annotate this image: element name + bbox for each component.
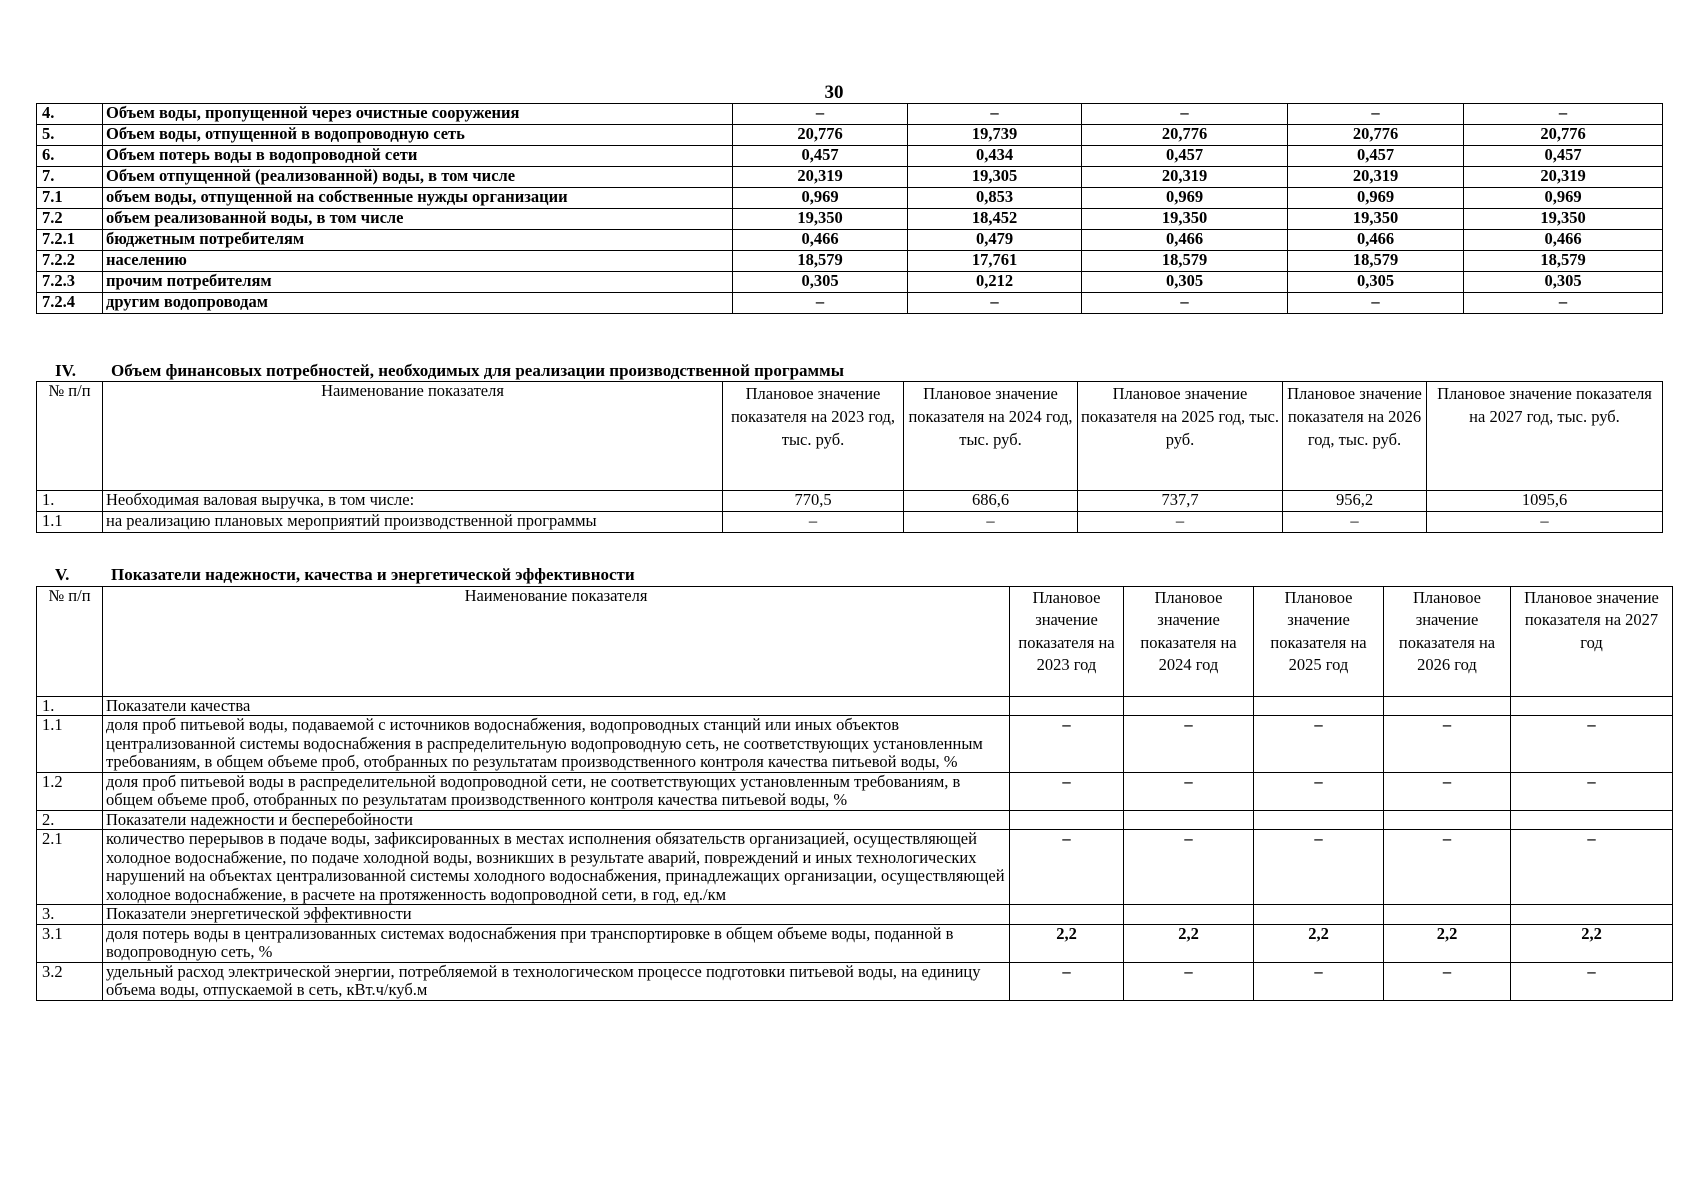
section-v-number: V. xyxy=(55,565,70,584)
table-row xyxy=(37,272,1663,293)
row-value-2024: – xyxy=(1124,830,1254,905)
row-indicator-name: количество перерывов в подаче воды, зафиксированных в местах исполнения обязательств организацией, осуществляющей холодное водоснабжение, по подаче холодной воды, возникших в результате аварий, повреждений и иных технологических нарушений на объектах централизованной системы холодного водоснабжения, принадлежащих организации, осуществляющей холодное водоснабжение, в расчете на протяженность водопроводной сети, в год, ед./км xyxy=(103,830,1010,905)
table-row xyxy=(37,251,1663,272)
column-header-num: № п/п xyxy=(37,587,103,697)
row-indicator-name: объем воды, отпущенной на собственные нужды организации xyxy=(103,188,733,209)
row-value-2025: – xyxy=(1254,772,1384,810)
row-value-2024: – xyxy=(908,104,1082,125)
row-value-2023 xyxy=(1010,810,1124,829)
row-indicator-name: Объем потерь воды в водопроводной сети xyxy=(103,146,733,167)
row-number: 1.1 xyxy=(37,512,103,533)
row-value-2023: – xyxy=(1010,716,1124,772)
column-header-2024: Плановое значение показателя на 2024 год xyxy=(1124,587,1254,697)
row-value-2027: 0,457 xyxy=(1464,146,1663,167)
column-header-2026: Плановое значение показателя на 2026 год xyxy=(1384,587,1511,697)
column-header-2025: Плановое значение показателя на 2025 год, тыс. руб. xyxy=(1078,382,1283,491)
row-value-2023 xyxy=(1010,697,1124,716)
row-value-2025: 0,457 xyxy=(1082,146,1288,167)
table-row xyxy=(37,167,1663,188)
column-header-name: Наименование показателя xyxy=(103,587,1010,697)
row-number: 7.2.4 xyxy=(37,293,103,314)
row-number: 7.1 xyxy=(37,188,103,209)
row-value-2027: 0,466 xyxy=(1464,230,1663,251)
row-number: 7.2.1 xyxy=(37,230,103,251)
column-header-2027: Плановое значение показателя на 2027 год, тыс. руб. xyxy=(1427,382,1663,491)
row-value-2026: – xyxy=(1384,962,1511,1000)
row-value-2027: – xyxy=(1464,293,1663,314)
row-indicator-name: доля проб питьевой воды, подаваемой с источников водоснабжения, водопроводных станций или иных объектов централизованной системы водоснабжения в распределительную водопроводную сеть, не соответствующих установленным требованиям, в общем объеме проб, отобранных по результатам производственного контроля качества питьевой воды, % xyxy=(103,716,1010,772)
row-number: 1.2 xyxy=(37,772,103,810)
row-value-2023: 2,2 xyxy=(1010,924,1124,962)
row-indicator-name: Объем отпущенной (реализованной) воды, в том числе xyxy=(103,167,733,188)
row-value-2024: 17,761 xyxy=(908,251,1082,272)
table-row xyxy=(37,491,1663,512)
row-value-2023 xyxy=(1010,905,1124,924)
row-value-2023: 20,776 xyxy=(733,125,908,146)
column-header-num: № п/п xyxy=(37,382,103,491)
row-indicator-name: доля проб питьевой воды в распределительной водопроводной сети, не соответствующих установленным требованиям, в общем объеме проб, отобранных по результатам производственного контроля качества питьевой воды, % xyxy=(103,772,1010,810)
row-value-2025 xyxy=(1254,697,1384,716)
row-number: 1. xyxy=(37,491,103,512)
row-value-2026: 0,457 xyxy=(1288,146,1464,167)
table-header-row xyxy=(37,587,1673,697)
row-number: 5. xyxy=(37,125,103,146)
table-row xyxy=(37,924,1673,962)
row-value-2027: 1095,6 xyxy=(1427,491,1663,512)
table-row xyxy=(37,905,1673,924)
row-value-2026: 20,776 xyxy=(1288,125,1464,146)
row-number: 7.2.2 xyxy=(37,251,103,272)
row-value-2023: 0,466 xyxy=(733,230,908,251)
row-value-2023: 18,579 xyxy=(733,251,908,272)
row-number: 3.1 xyxy=(37,924,103,962)
row-value-2025: – xyxy=(1254,830,1384,905)
row-value-2023: 770,5 xyxy=(723,491,904,512)
row-value-2025: 20,776 xyxy=(1082,125,1288,146)
row-number: 7.2.3 xyxy=(37,272,103,293)
row-value-2026: 18,579 xyxy=(1288,251,1464,272)
column-header-2024: Плановое значение показателя на 2024 год, тыс. руб. xyxy=(904,382,1078,491)
table-row xyxy=(37,188,1663,209)
row-number: 1. xyxy=(37,697,103,716)
table-row xyxy=(37,209,1663,230)
row-value-2024: 19,739 xyxy=(908,125,1082,146)
column-header-2025: Плановое значение показателя на 2025 год xyxy=(1254,587,1384,697)
table-row xyxy=(37,772,1673,810)
row-value-2026: 0,305 xyxy=(1288,272,1464,293)
row-value-2025: – xyxy=(1078,512,1283,533)
row-value-2026: 2,2 xyxy=(1384,924,1511,962)
row-value-2024: – xyxy=(1124,716,1254,772)
table-row xyxy=(37,810,1673,829)
row-value-2027: 2,2 xyxy=(1511,924,1673,962)
row-value-2024: 0,434 xyxy=(908,146,1082,167)
row-value-2024: 0,853 xyxy=(908,188,1082,209)
row-indicator-name: удельный расход электрической энергии, потребляемой в технологическом процессе подготовки питьевой воды, на единицу объема воды, отпускаемой в сеть, кВт.ч/куб.м xyxy=(103,962,1010,1000)
row-value-2023: – xyxy=(733,104,908,125)
row-value-2026: – xyxy=(1288,293,1464,314)
row-value-2024: 0,479 xyxy=(908,230,1082,251)
table-row xyxy=(37,512,1663,533)
row-value-2026: 20,319 xyxy=(1288,167,1464,188)
row-value-2023: 19,350 xyxy=(733,209,908,230)
table-row xyxy=(37,697,1673,716)
row-value-2027: 0,969 xyxy=(1464,188,1663,209)
section-iv-heading: Объем финансовых потребностей, необходимых для реализации производственной программы xyxy=(111,361,844,380)
row-value-2026 xyxy=(1384,697,1511,716)
row-value-2024: 0,212 xyxy=(908,272,1082,293)
row-value-2025: 0,305 xyxy=(1082,272,1288,293)
row-value-2023: 20,319 xyxy=(733,167,908,188)
row-indicator-name: бюджетным потребителям xyxy=(103,230,733,251)
row-number: 7.2 xyxy=(37,209,103,230)
section-iv-number: IV. xyxy=(55,361,76,380)
row-indicator-name: доля потерь воды в централизованных системах водоснабжения при транспортировке в общем объеме воды, поданной в водопроводную сеть, % xyxy=(103,924,1010,962)
row-value-2025: – xyxy=(1082,293,1288,314)
row-value-2026: 19,350 xyxy=(1288,209,1464,230)
row-number: 7. xyxy=(37,167,103,188)
row-value-2025: 18,579 xyxy=(1082,251,1288,272)
row-value-2026 xyxy=(1384,905,1511,924)
page-number: 30 xyxy=(824,82,844,103)
row-number: 6. xyxy=(37,146,103,167)
row-value-2026: – xyxy=(1283,512,1427,533)
row-indicator-name: населению xyxy=(103,251,733,272)
row-value-2023: 0,457 xyxy=(733,146,908,167)
row-value-2027 xyxy=(1511,697,1673,716)
row-value-2027: – xyxy=(1511,716,1673,772)
row-value-2026: – xyxy=(1384,716,1511,772)
table-row xyxy=(37,230,1663,251)
row-value-2026: – xyxy=(1288,104,1464,125)
table-row xyxy=(37,146,1663,167)
reliability-quality-table xyxy=(36,586,1673,1001)
column-header-2023: Плановое значение показателя на 2023 год xyxy=(1010,587,1124,697)
row-value-2023: – xyxy=(1010,772,1124,810)
row-indicator-name: другим водопроводам xyxy=(103,293,733,314)
row-value-2024: 19,305 xyxy=(908,167,1082,188)
row-value-2027 xyxy=(1511,810,1673,829)
water-volume-table xyxy=(36,103,1663,314)
row-indicator-name: Объем воды, пропущенной через очистные сооружения xyxy=(103,104,733,125)
row-value-2024 xyxy=(1124,905,1254,924)
row-value-2023: – xyxy=(733,293,908,314)
row-value-2027: – xyxy=(1511,962,1673,1000)
row-value-2027: – xyxy=(1464,104,1663,125)
row-value-2027: 0,305 xyxy=(1464,272,1663,293)
row-value-2027: 18,579 xyxy=(1464,251,1663,272)
row-value-2024 xyxy=(1124,810,1254,829)
table-header-row xyxy=(37,382,1663,491)
row-indicator-name: Показатели надежности и бесперебойности xyxy=(103,810,1010,829)
row-value-2027: 20,319 xyxy=(1464,167,1663,188)
row-value-2025: 19,350 xyxy=(1082,209,1288,230)
row-value-2026 xyxy=(1384,810,1511,829)
row-number: 3. xyxy=(37,905,103,924)
row-value-2026: 956,2 xyxy=(1283,491,1427,512)
row-value-2024: 2,2 xyxy=(1124,924,1254,962)
row-value-2024: – xyxy=(908,293,1082,314)
table-row xyxy=(37,962,1673,1000)
row-value-2026: – xyxy=(1384,772,1511,810)
section-v-title xyxy=(55,565,635,585)
row-indicator-name: прочим потребителям xyxy=(103,272,733,293)
row-value-2026: – xyxy=(1384,830,1511,905)
row-value-2024 xyxy=(1124,697,1254,716)
row-value-2027: 19,350 xyxy=(1464,209,1663,230)
row-indicator-name: на реализацию плановых мероприятий производственной программы xyxy=(103,512,723,533)
row-value-2025: – xyxy=(1254,716,1384,772)
row-value-2024: 686,6 xyxy=(904,491,1078,512)
row-value-2025: 2,2 xyxy=(1254,924,1384,962)
row-number: 4. xyxy=(37,104,103,125)
row-value-2027 xyxy=(1511,905,1673,924)
row-value-2024: – xyxy=(1124,772,1254,810)
table-row xyxy=(37,125,1663,146)
row-indicator-name: объем реализованной воды, в том числе xyxy=(103,209,733,230)
row-value-2023: – xyxy=(1010,962,1124,1000)
row-value-2025: 20,319 xyxy=(1082,167,1288,188)
row-indicator-name: Показатели энергетической эффективности xyxy=(103,905,1010,924)
row-value-2023: 0,305 xyxy=(733,272,908,293)
row-value-2025 xyxy=(1254,905,1384,924)
row-indicator-name: Объем воды, отпущенной в водопроводную сеть xyxy=(103,125,733,146)
row-value-2027: – xyxy=(1511,830,1673,905)
row-indicator-name: Необходимая валовая выручка, в том числе: xyxy=(103,491,723,512)
row-value-2023: – xyxy=(723,512,904,533)
row-number: 3.2 xyxy=(37,962,103,1000)
row-indicator-name: Показатели качества xyxy=(103,697,1010,716)
row-number: 2. xyxy=(37,810,103,829)
row-value-2025: – xyxy=(1254,962,1384,1000)
row-value-2024: 18,452 xyxy=(908,209,1082,230)
column-header-2023: Плановое значение показателя на 2023 год, тыс. руб. xyxy=(723,382,904,491)
row-value-2025: – xyxy=(1082,104,1288,125)
row-number: 2.1 xyxy=(37,830,103,905)
column-header-2026: Плановое значение показателя на 2026 год, тыс. руб. xyxy=(1283,382,1427,491)
table-row xyxy=(37,716,1673,772)
row-value-2026: 0,466 xyxy=(1288,230,1464,251)
section-v-heading: Показатели надежности, качества и энергетической эффективности xyxy=(111,565,635,584)
column-header-2027: Плановое значение показателя на 2027 год xyxy=(1511,587,1673,697)
row-number: 1.1 xyxy=(37,716,103,772)
table-row xyxy=(37,830,1673,905)
row-value-2025 xyxy=(1254,810,1384,829)
row-value-2027: 20,776 xyxy=(1464,125,1663,146)
row-value-2027: – xyxy=(1427,512,1663,533)
table-row xyxy=(37,104,1663,125)
row-value-2025: 737,7 xyxy=(1078,491,1283,512)
row-value-2023: – xyxy=(1010,830,1124,905)
row-value-2026: 0,969 xyxy=(1288,188,1464,209)
row-value-2025: 0,969 xyxy=(1082,188,1288,209)
table-row xyxy=(37,293,1663,314)
section-iv-title xyxy=(55,361,844,381)
row-value-2023: 0,969 xyxy=(733,188,908,209)
financial-needs-table xyxy=(36,381,1663,533)
row-value-2024: – xyxy=(904,512,1078,533)
row-value-2024: – xyxy=(1124,962,1254,1000)
row-value-2027: – xyxy=(1511,772,1673,810)
row-value-2025: 0,466 xyxy=(1082,230,1288,251)
column-header-name: Наименование показателя xyxy=(103,382,723,491)
